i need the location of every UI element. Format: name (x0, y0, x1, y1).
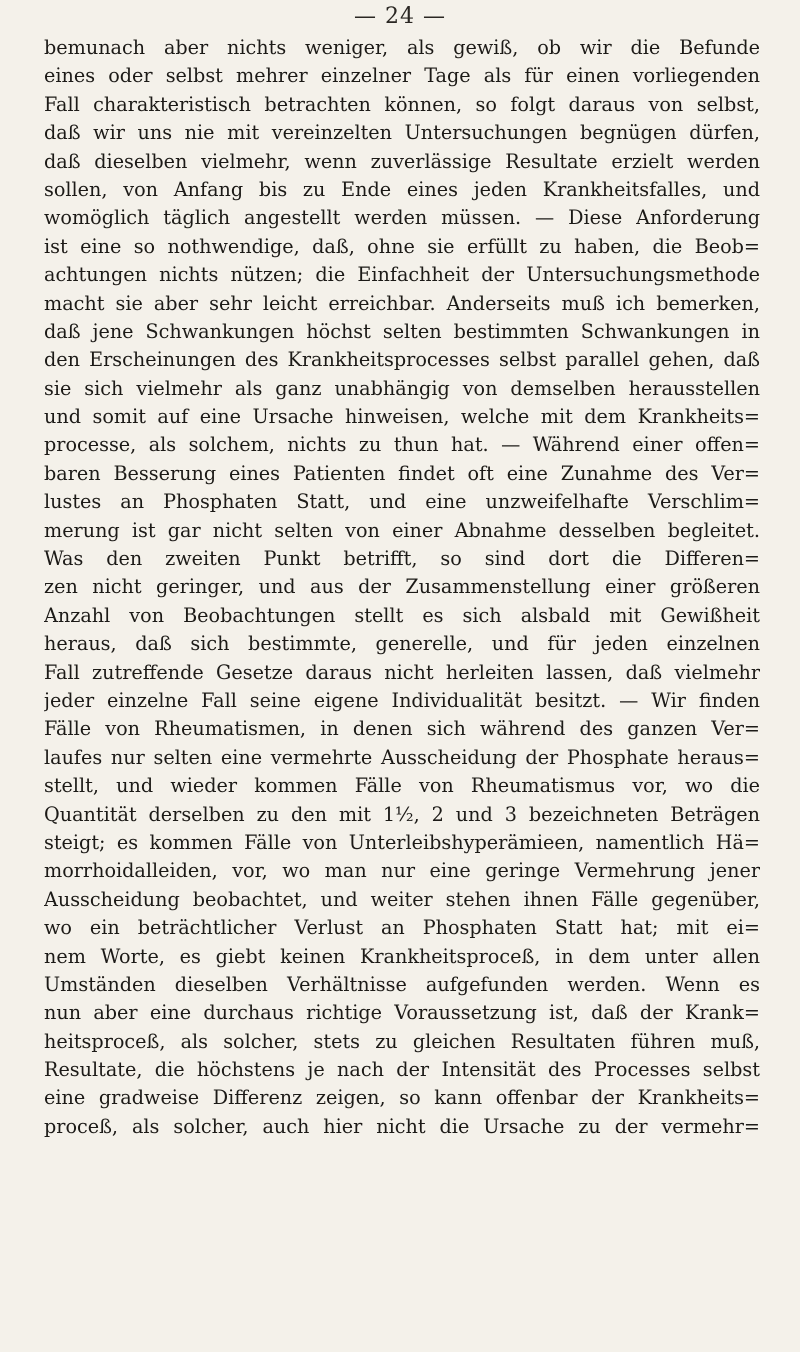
text-line: Was den zweiten Punkt betrifft, so sind dort die Differen= (44, 547, 760, 571)
text-line: laufes nur selten eine vermehrte Ausscheidung der Phosphate heraus= (44, 745, 760, 769)
text-line: bemunach aber nichts weniger, als gewiß, ob wir die Befunde (44, 36, 760, 59)
text-line: proceß, als solcher, auch hier nicht die Ursache zu der vermehr= (44, 1114, 760, 1138)
text-line: Resultate, die höchstens je nach der Intensität des Processes selbst (44, 1058, 760, 1082)
text-line: Quantität derselben zu den mit 1½, 2 und 3 bezeichneten Beträgen (44, 802, 760, 826)
text-line: sollen, von Anfang bis zu Ende eines jeden Krankheitsfalles, und (44, 177, 760, 201)
text-line: Fall zutreffende Gesetze daraus nicht herleiten lassen, daß vielmehr (44, 660, 760, 684)
body-text (44, 34, 760, 1141)
text-line: eine gradweise Differenz zeigen, so kann offenbar der Krankheits= (44, 1086, 760, 1110)
text-line: jeder einzelne Fall seine eigene Individualität besitzt. — Wir finden (44, 688, 760, 712)
text-line: processe, als solchem, nichts zu thun hat. — Während einer offen= (44, 433, 760, 457)
text-line: lustes an Phosphaten Statt, und eine unzweifelhafte Verschlim= (44, 490, 760, 514)
text-line: nem Worte, es giebt keinen Krankheitsproceß, in dem unter allen (44, 944, 760, 968)
text-line: heitsproceß, als solcher, stets zu gleichen Resultaten führen muß, (44, 1029, 760, 1053)
text-line: Fälle von Rheumatismen, in denen sich während des ganzen Ver= (44, 717, 760, 741)
text-line: sie sich vielmehr als ganz unabhängig von demselben herausstellen (44, 376, 760, 400)
text-line: achtungen nichts nützen; die Einfachheit der Untersuchungsmethode (44, 263, 760, 287)
text-line: morrhoidalleiden, vor, wo man nur eine geringe Vermehrung jener (44, 859, 760, 883)
text-line: daß wir uns nie mit vereinzelten Untersuchungen begnügen dürfen, (44, 121, 760, 145)
page-number: — 24 — (354, 4, 446, 29)
text-line: baren Besserung eines Patienten findet oft eine Zunahme des Ver= (44, 461, 760, 485)
text-line: wo ein beträchtlicher Verlust an Phosphaten Statt hat; mit ei= (44, 916, 760, 940)
text-line: Umständen dieselben Verhältnisse aufgefunden werden. Wenn es (44, 972, 760, 996)
text-line: den Erscheinungen des Krankheitsprocesses selbst parallel gehen, daß (44, 348, 760, 372)
text-line: merung ist gar nicht selten von einer Abnahme desselben begleitet. (44, 518, 760, 542)
text-line: stellt, und wieder kommen Fälle von Rheumatismus vor, wo die (44, 774, 760, 798)
text-line: daß jene Schwankungen höchst selten bestimmten Schwankungen in (44, 319, 760, 343)
text-line: und somit auf eine Ursache hinweisen, welche mit dem Krankheits= (44, 405, 760, 429)
text-line: zen nicht geringer, und aus der Zusammenstellung einer größeren (44, 575, 760, 599)
text-line: nun aber eine durchaus richtige Voraussetzung ist, daß der Krank= (44, 1001, 760, 1025)
text-line: heraus, daß sich bestimmte, generelle, und für jeden einzelnen (44, 632, 760, 656)
text-line: macht sie aber sehr leicht erreichbar. Anderseits muß ich bemerken, (44, 291, 760, 315)
text-line: Anzahl von Beobachtungen stellt es sich alsbald mit Gewißheit (44, 603, 760, 627)
text-line: steigt; es kommen Fälle von Unterleibshyperämieen, namentlich Hä= (44, 830, 760, 854)
text-line: Fall charakteristisch betrachten können, so folgt daraus von selbst, (44, 92, 760, 116)
text-line: Ausscheidung beobachtet, und weiter stehen ihnen Fälle gegenüber, (44, 887, 760, 911)
text-line: womöglich täglich angestellt werden müssen. — Diese Anforderung (44, 206, 760, 230)
text-line: ist eine so nothwendige, daß, ohne sie erfüllt zu haben, die Beob= (44, 234, 760, 258)
text-line: daß dieselben vielmehr, wenn zuverlässige Resultate erzielt werden (44, 149, 760, 173)
text-line: eines oder selbst mehrer einzelner Tage als für einen vorliegenden (44, 64, 760, 88)
